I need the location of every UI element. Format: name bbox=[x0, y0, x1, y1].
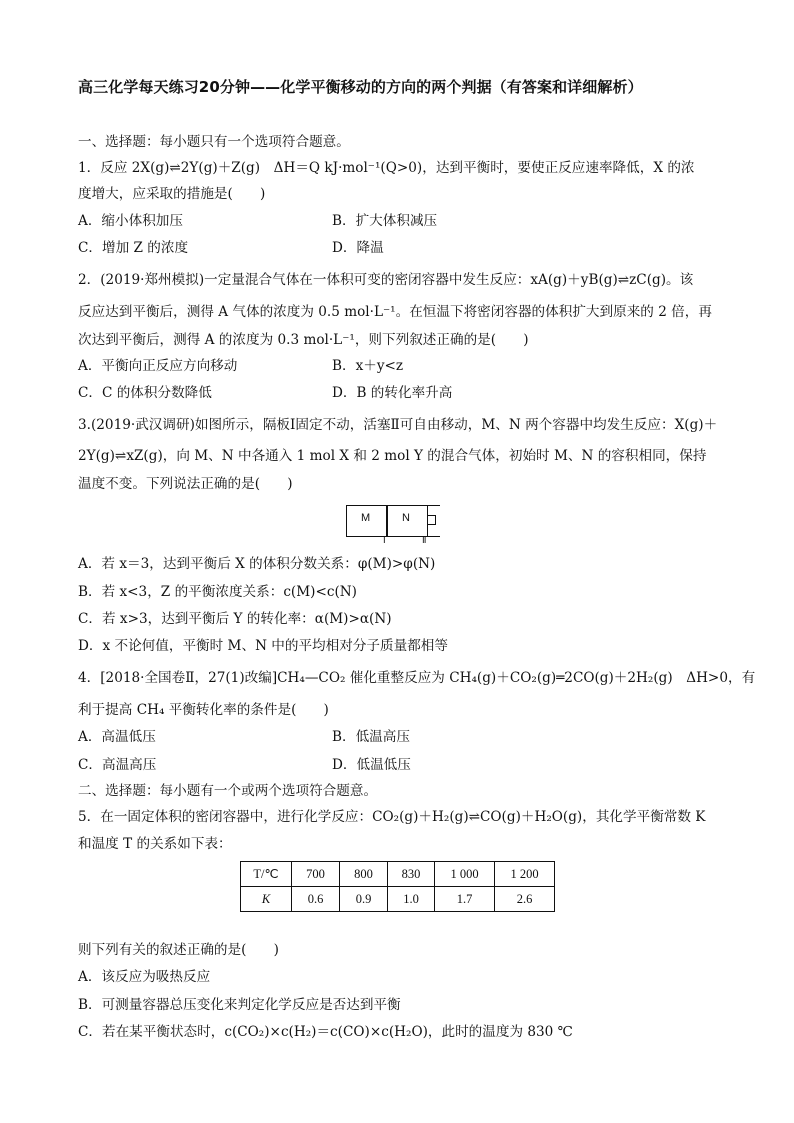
q4-option-a: A．高温低压 bbox=[78, 729, 156, 745]
q1-option-b: B．扩大体积减压 bbox=[332, 213, 438, 229]
question-5-text-cont: 和温度 T 的关系如下表： bbox=[78, 836, 232, 852]
question-2-text-cont2: 次达到平衡后，测得 A 的浓度为 0.3 mol·L⁻¹，则下列叙述正确的是( ) bbox=[78, 332, 529, 348]
question-5-text: 5．在一固定体积的密闭容器中，进行化学反应：CO₂(g)＋H₂(g)⇌CO(g)＋H₂O(g)，其化学平衡常数 K bbox=[78, 809, 706, 825]
question-3-text: 3.(2019·武汉调研)如图所示，隔板Ⅰ固定不动，活塞Ⅱ可自由移动，M、N 两个容器中均发生反应：X(g)＋ bbox=[78, 417, 718, 433]
q2-option-c: C．C 的体积分数降低 bbox=[78, 385, 212, 401]
table-cell: 1.0 bbox=[388, 887, 435, 912]
equilibrium-constant-table bbox=[240, 861, 555, 912]
question-1-text: 1．反应 2X(g)⇌2Y(g)＋Z(g) ΔH＝Q kJ·mol⁻¹(Q>0)，达到平衡时，要使正反应速率降低，X 的浓 bbox=[78, 160, 695, 176]
table-row bbox=[241, 887, 555, 912]
table-cell: 0.9 bbox=[340, 887, 388, 912]
q4-option-b: B．低温高压 bbox=[332, 729, 410, 745]
q5-option-c: C．若在某平衡状态时，c(CO₂)×c(H₂)＝c(CO)×c(H₂O)，此时的温度为 830 ℃ bbox=[78, 1024, 573, 1040]
table-header-cell: T/℃ bbox=[241, 862, 292, 887]
q3-option-d: D．x 不论何值，平衡时 M、N 中的平均相对分子质量都相等 bbox=[78, 638, 448, 654]
container-extension bbox=[426, 505, 440, 537]
table-cell: 2.6 bbox=[495, 887, 555, 912]
page-title: 高三化学每天练习20分钟——化学平衡移动的方向的两个判据（有答案和详细解析） bbox=[78, 78, 643, 96]
q1-option-a: A．缩小体积加压 bbox=[78, 213, 183, 229]
q5-option-a: A．该反应为吸热反应 bbox=[78, 969, 211, 985]
section-heading-1: 一、选择题：每小题只有一个选项符合题意。 bbox=[78, 134, 350, 150]
table-cell: 830 bbox=[388, 862, 435, 887]
q3-option-a: A．若 x＝3，达到平衡后 X 的体积分数关系：φ(M)>φ(N) bbox=[78, 556, 436, 572]
table-cell: 1.7 bbox=[435, 887, 495, 912]
container-m-label: M bbox=[361, 512, 371, 524]
question-2-text-cont: 反应达到平衡后，测得 A 气体的浓度为 0.5 mol·L⁻¹。在恒温下将密闭容器的体积扩大到原来的 2 倍，再 bbox=[78, 304, 712, 320]
question-5-prompt: 则下列有关的叙述正确的是( ) bbox=[78, 942, 279, 958]
question-3-text-cont2: 温度不变。下列说法正确的是( ) bbox=[78, 476, 293, 492]
q2-option-a: A．平衡向正反应方向移动 bbox=[78, 358, 238, 374]
question-4-text-cont: 利于提高 CH₄ 平衡转化率的条件是( ) bbox=[78, 702, 329, 718]
table-row bbox=[241, 862, 555, 887]
q4-option-d: D．低温低压 bbox=[332, 757, 411, 773]
question-3-text-cont: 2Y(g)⇌xZ(g)，向 M、N 中各通入 1 mol X 和 2 mol Y 的混合气体，初始时 M、N 的容积相同，保持 bbox=[78, 448, 707, 464]
q1-option-d: D．降温 bbox=[332, 240, 384, 256]
table-header-cell: K bbox=[241, 887, 292, 912]
question-4-text: 4．[2018·全国卷Ⅱ，27(1)改编]CH₄—CO₂ 催化重整反应为 CH₄(g)＋CO₂(g)═2CO(g)＋2H₂(g) ΔH>0，有 bbox=[78, 670, 756, 686]
container-n-label: N bbox=[402, 512, 410, 524]
q2-option-b: B．x＋y<z bbox=[332, 358, 404, 374]
partition-mark-1: Ⅰ bbox=[383, 535, 386, 545]
section-heading-2: 二、选择题：每小题有一个或两个选项符合题意。 bbox=[78, 783, 378, 799]
table-cell: 0.6 bbox=[292, 887, 340, 912]
q3-option-b: B．若 x<3，Z 的平衡浓度关系：c(M)<c(N) bbox=[78, 584, 357, 600]
table-cell: 1 000 bbox=[435, 862, 495, 887]
container-diagram bbox=[346, 505, 442, 543]
piston-mark-2: Ⅱ bbox=[422, 535, 427, 545]
q1-option-c: C．增加 Z 的浓度 bbox=[78, 240, 189, 256]
q4-option-c: C．高温高压 bbox=[78, 757, 157, 773]
table-cell: 1 200 bbox=[495, 862, 555, 887]
table-cell: 800 bbox=[340, 862, 388, 887]
q3-option-c: C．若 x>3，达到平衡后 Y 的转化率：α(M)>α(N) bbox=[78, 611, 392, 627]
q2-option-d: D．B 的转化率升高 bbox=[332, 385, 453, 401]
table-cell: 700 bbox=[292, 862, 340, 887]
question-1-text-cont: 度增大，应采取的措施是( ) bbox=[78, 186, 266, 202]
question-2-text: 2．(2019·郑州模拟)一定量混合气体在一体积可变的密闭容器中发生反应：xA(g)＋yB(g)⇌zC(g)。该 bbox=[78, 272, 694, 288]
q5-option-b: B．可测量容器总压变化来判定化学反应是否达到平衡 bbox=[78, 997, 401, 1013]
